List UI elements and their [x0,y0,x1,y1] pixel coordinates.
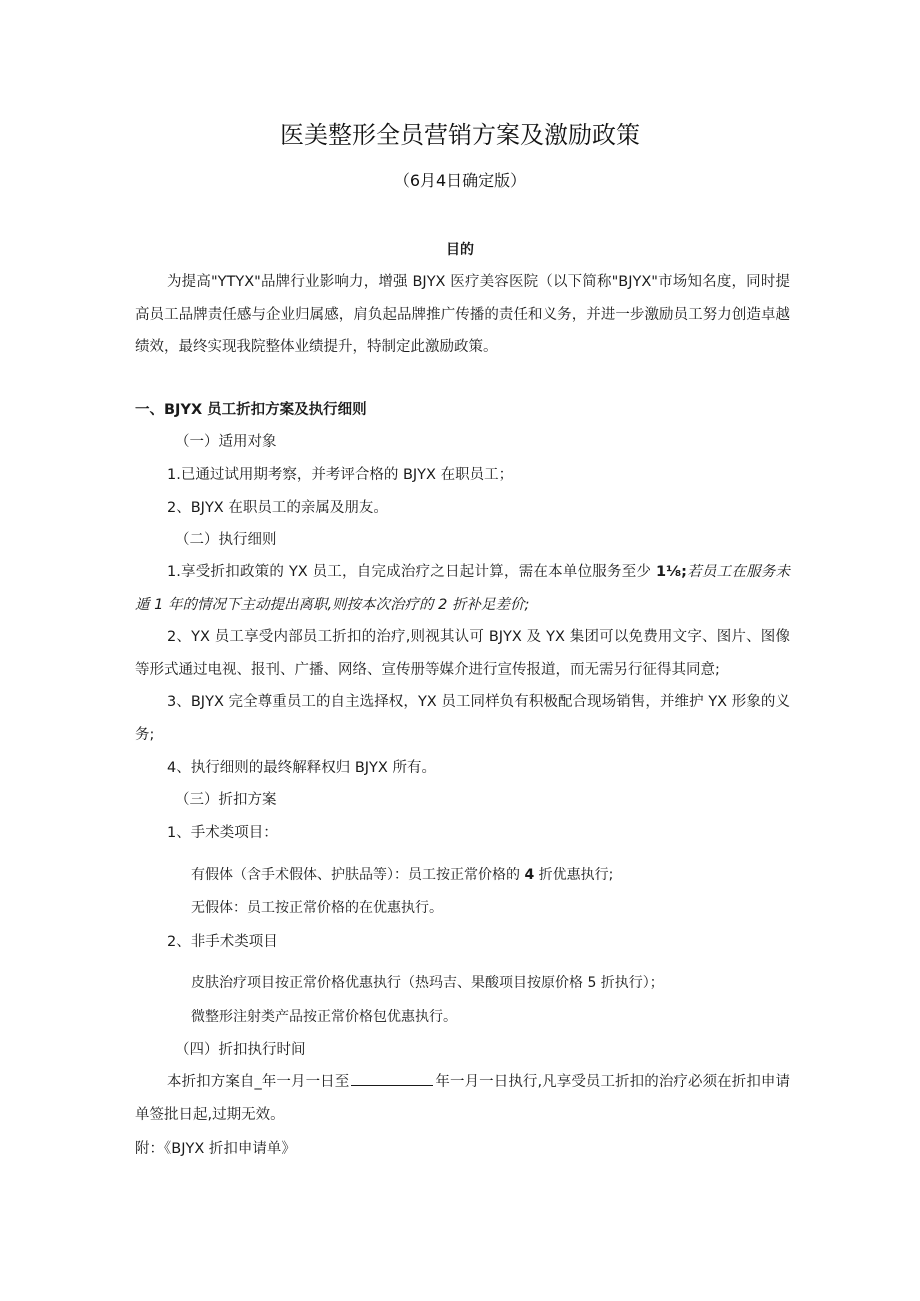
sub4-paragraph [135,1066,790,1131]
appendix: 附：《BJYX 折扣申请单》 [135,1141,296,1157]
sub1-item-2: 2、BJYX 在职员工的亲属及朋友。 [167,500,388,516]
section1-heading: 一、BJYX 员工折扣方案及执行细则 [135,402,367,418]
sub3-cat1-no-implant: 无假体：员工按正常价格的在优惠执行。 [191,900,443,916]
sub2-item-1 [135,556,790,621]
sub2-heading: （二）执行细则 [175,532,277,548]
document-title: 医美整形全员营销方案及激励政策 [280,121,640,149]
sub4-heading: （四）折扣执行时间 [175,1042,306,1058]
sub3-heading: （三）折扣方案 [175,792,277,808]
sub3-cat1-implant-pre: 有假体（含手术假体、护肤品等）：员工按正常价格的 [191,867,520,883]
sub2-item-1-duration: 1⅛; [656,564,687,580]
sub2-item-3: 3、BJYX 完全尊重员工的自主选择权，YX 员工同样负有积极配合现场销售，并维护 YX 形象的义务; [135,694,790,743]
sub2-item-1-text-c: 若员工在服务未遁 1 年的情况下主动提出离职,则按本次治疗的 2 折补足差价; [135,564,791,613]
sub3-cat1-implant-post: 折优惠执行; [538,867,614,883]
purpose-paragraph: 为提高"YTYX"品牌行业影响力，增强 BJYX 医疗美容医院（以下简称"BJYX"市场知名度，同时提高员工品牌责任感与企业归属感，肩负起品牌推广传播的责任和义务，并进一步激励员工努力创造卓越绩效，最终实现我院整体业绩提升，特制定此激励政策。 [135,274,790,355]
date-blank [351,1071,433,1086]
sub4-text-b: 年一月一日执行,凡享受员工折扣的治疗必须在折扣申请单签批日起,过期无效。 [135,1074,791,1123]
sub3-category-1: 1、手术类项目： [167,825,278,841]
document-subtitle: （6月4日确定版） [393,171,527,190]
sub3-cat2-skin: 皮肤治疗项目按正常价格优惠执行（热玛吉、果酸项目按原价格 5 折执行）； [191,975,664,991]
sub2-item-2: 2、YX 员工享受内部员工折扣的治疗,则视其认可 BJYX 及 YX 集团可以免费用文字、图片、图像等形式通过电视、报刊、广播、网络、宣传册等媒介进行宣传报道，而无需另行征得其同意; [135,629,790,678]
purpose-heading: 目的 [446,242,474,258]
sub3-cat1-implant [191,864,613,886]
sub4-text-a: 本折扣方案自_年一月一日至 [167,1074,350,1090]
sub3-category-2: 2、非手术类项目 [167,934,278,950]
sub1-heading: （一）适用对象 [175,434,277,450]
sub2-item-4: 4、执行细则的最终解释权归 BJYX 所有。 [167,760,436,776]
sub3-cat1-implant-discount: 4 [524,867,535,883]
sub2-item-1-text-a: 1.享受折扣政策的 YX 员工，自完成治疗之日起计算，需在本单位服务至少 [167,564,652,580]
sub1-item-1: 1.已通过试用期考察，并考评合格的 BJYX 在职员工； [167,467,514,483]
sub3-cat2-injection: 微整形注射类产品按正常价格包优惠执行。 [191,1009,457,1025]
